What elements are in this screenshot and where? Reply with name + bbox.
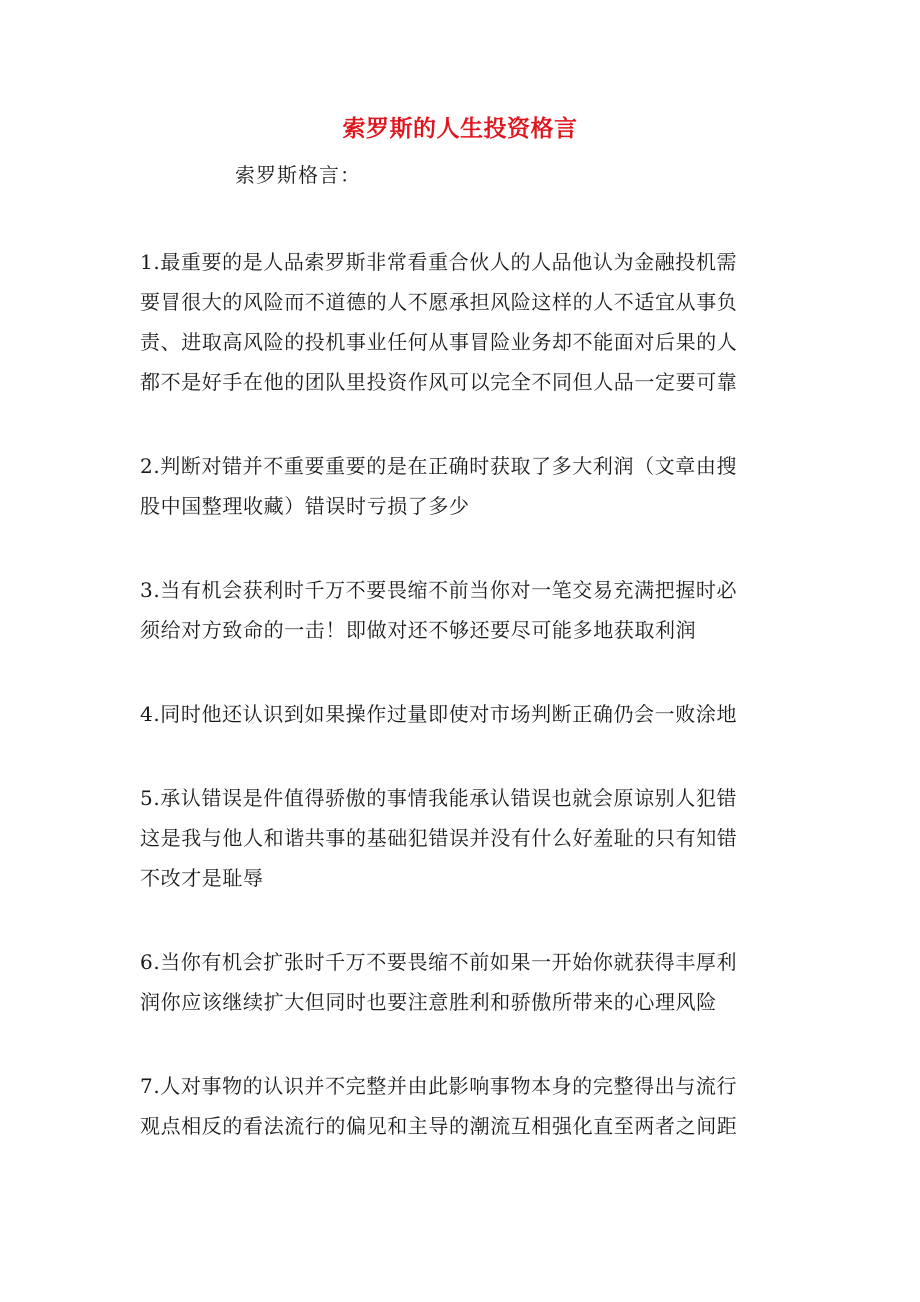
paragraph-6 xyxy=(140,942,772,1022)
paragraph-line: 须给对方致命的一击！即做对还不够还要尽可能多地获取利润 xyxy=(140,618,697,642)
paragraph-line: 责、进取高风险的投机事业任何从事冒险业务却不能面对后果的人 xyxy=(140,330,738,354)
paragraph-7 xyxy=(140,1066,772,1146)
paragraph-3 xyxy=(140,570,772,650)
paragraph-line: 3.当有机会获利时千万不要畏缩不前当你对一笔交易充满把握时必 xyxy=(140,578,738,602)
paragraph-line: 股中国整理收藏）错误时亏损了多少 xyxy=(140,494,470,518)
paragraph-2 xyxy=(140,446,772,526)
document-subtitle: 索罗斯格言： xyxy=(235,163,361,187)
document-title: 索罗斯的人生投资格言 xyxy=(342,115,578,142)
document-body xyxy=(140,242,772,1190)
paragraph-line: 6.当你有机会扩张时千万不要畏缩不前如果一开始你就获得丰厚利 xyxy=(140,950,738,974)
paragraph-4 xyxy=(140,694,772,734)
paragraph-line: 1.最重要的是人品索罗斯非常看重合伙人的人品他认为金融投机需 xyxy=(140,250,738,274)
paragraph-line: 4.同时他还认识到如果操作过量即使对市场判断正确仍会一败涂地 xyxy=(140,702,738,726)
paragraph-line: 润你应该继续扩大但同时也要注意胜利和骄傲所带来的心理风险 xyxy=(140,990,717,1014)
paragraph-line: 不改才是耻辱 xyxy=(140,866,264,890)
paragraph-line: 5.承认错误是件值得骄傲的事情我能承认错误也就会原谅别人犯错 xyxy=(140,786,738,810)
paragraph-1 xyxy=(140,242,772,402)
paragraph-line: 这是我与他人和谐共事的基础犯错误并没有什么好羞耻的只有知错 xyxy=(140,826,738,850)
paragraph-5 xyxy=(140,778,772,898)
paragraph-line: 要冒很大的风险而不道德的人不愿承担风险这样的人不适宜从事负 xyxy=(140,290,738,314)
paragraph-line: 7.人对事物的认识并不完整并由此影响事物本身的完整得出与流行 xyxy=(140,1074,738,1098)
paragraph-line: 观点相反的看法流行的偏见和主导的潮流互相强化直至两者之间距 xyxy=(140,1114,738,1138)
paragraph-line: 2.判断对错并不重要重要的是在正确时获取了多大利润（文章由搜 xyxy=(140,454,738,478)
paragraph-line: 都不是好手在他的团队里投资作风可以完全不同但人品一定要可靠 xyxy=(140,370,738,394)
